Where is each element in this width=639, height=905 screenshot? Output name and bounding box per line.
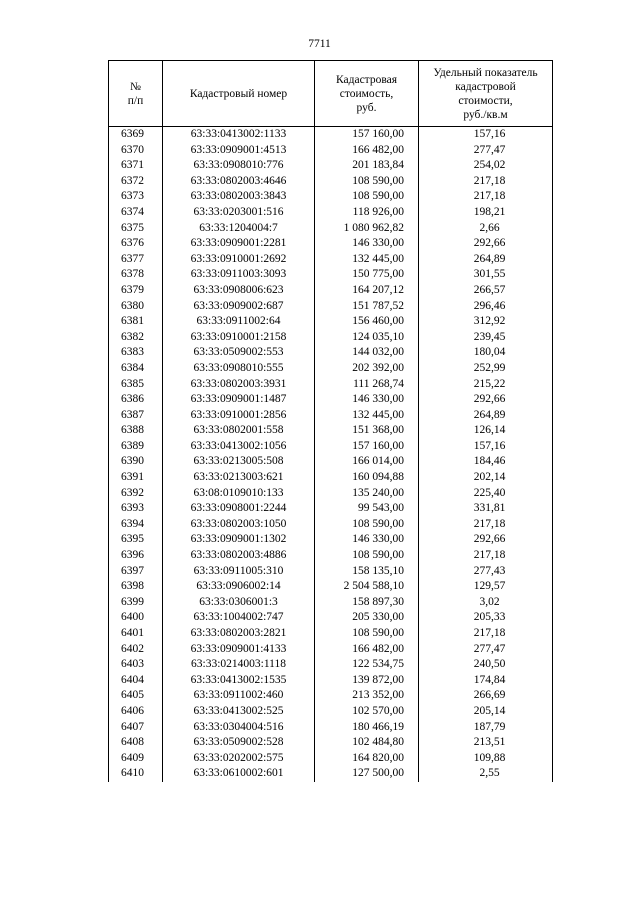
table-row: [109, 377, 553, 393]
row-number-cell: 6397: [109, 564, 163, 580]
cadastral-number-cell: 63:33:1004002:747: [163, 610, 315, 626]
cadastral-cost-cell: 1 080 962,82: [315, 221, 419, 237]
header-line: №: [130, 80, 141, 93]
table-row: [109, 454, 553, 470]
specific-cost-cell: 217,18: [419, 174, 553, 190]
cadastral-cost-cell: 144 032,00: [315, 345, 419, 361]
cadastral-cost-cell: 124 035,10: [315, 330, 419, 346]
cadastral-number-cell: 63:33:0202002:575: [163, 751, 315, 767]
cadastral-number-cell: 63:33:0909001:1487: [163, 392, 315, 408]
specific-cost-cell: 239,45: [419, 330, 553, 346]
table-row: [109, 751, 553, 767]
cadastral-number-cell: 63:33:0802003:1050: [163, 517, 315, 533]
specific-cost-cell: 225,40: [419, 486, 553, 502]
cadastral-cost-cell: 156 460,00: [315, 314, 419, 330]
table-row: [109, 143, 553, 159]
row-number-cell: 6400: [109, 610, 163, 626]
specific-cost-cell: 217,18: [419, 626, 553, 642]
cadastral-number-cell: 63:33:0306001:3: [163, 595, 315, 611]
specific-cost-cell: 3,02: [419, 595, 553, 611]
header-line: стоимости,: [458, 94, 513, 107]
specific-cost-cell: 205,33: [419, 610, 553, 626]
row-number-cell: 6393: [109, 501, 163, 517]
cadastral-number-cell: 63:33:0910001:2692: [163, 252, 315, 268]
specific-cost-cell: 264,89: [419, 408, 553, 424]
table-row: [109, 205, 553, 221]
header-line: п/п: [127, 94, 144, 107]
row-number-cell: 6395: [109, 532, 163, 548]
table-row: [109, 595, 553, 611]
table-row: [109, 267, 553, 283]
table-row: [109, 408, 553, 424]
specific-cost-cell: 217,18: [419, 548, 553, 564]
specific-cost-cell: 331,81: [419, 501, 553, 517]
cadastral-number-cell: 63:33:0802003:3843: [163, 189, 315, 205]
specific-cost-cell: 217,18: [419, 517, 553, 533]
cadastral-cost-cell: 180 466,19: [315, 720, 419, 736]
table-row: [109, 735, 553, 751]
cadastral-cost-cell: 151 787,52: [315, 299, 419, 315]
header-cadastral-cost: [315, 61, 419, 127]
cadastral-cost-cell: 108 590,00: [315, 626, 419, 642]
specific-cost-cell: 292,66: [419, 392, 553, 408]
row-number-cell: 6370: [109, 143, 163, 159]
specific-cost-cell: 205,14: [419, 704, 553, 720]
cadastral-number-cell: 63:33:0413002:1535: [163, 673, 315, 689]
row-number-cell: 6391: [109, 470, 163, 486]
specific-cost-cell: 180,04: [419, 345, 553, 361]
cadastral-number-cell: 63:33:0802003:4646: [163, 174, 315, 190]
cadastral-number-cell: 63:08:0109010:133: [163, 486, 315, 502]
table-row: [109, 486, 553, 502]
cadastral-cost-cell: 108 590,00: [315, 517, 419, 533]
specific-cost-cell: 157,16: [419, 127, 553, 143]
cadastral-number-cell: 63:33:0802003:2821: [163, 626, 315, 642]
row-number-cell: 6383: [109, 345, 163, 361]
cadastral-number-cell: 63:33:0908006:623: [163, 283, 315, 299]
cadastral-cost-cell: 2 504 588,10: [315, 579, 419, 595]
row-number-cell: 6405: [109, 688, 163, 704]
specific-cost-cell: 277,43: [419, 564, 553, 580]
specific-cost-cell: 184,46: [419, 454, 553, 470]
cadastral-cost-cell: 160 094,88: [315, 470, 419, 486]
specific-cost-cell: 187,79: [419, 720, 553, 736]
row-number-cell: 6399: [109, 595, 163, 611]
row-number-cell: 6392: [109, 486, 163, 502]
cadastral-cost-cell: 122 534,75: [315, 657, 419, 673]
table-row: [109, 766, 553, 782]
specific-cost-cell: 254,02: [419, 158, 553, 174]
cadastral-cost-cell: 164 207,12: [315, 283, 419, 299]
cadastral-number-cell: 63:33:0911005:310: [163, 564, 315, 580]
cadastral-number-cell: 63:33:0509002:528: [163, 735, 315, 751]
row-number-cell: 6409: [109, 751, 163, 767]
header-line: Удельный показатель: [433, 66, 538, 79]
table-row: [109, 158, 553, 174]
table-row: [109, 345, 553, 361]
table-row: [109, 579, 553, 595]
specific-cost-cell: 264,89: [419, 252, 553, 268]
header-line: Кадастровый номер: [189, 87, 288, 100]
cadastral-number-cell: 63:33:0909001:4513: [163, 143, 315, 159]
specific-cost-cell: 2,55: [419, 766, 553, 782]
specific-cost-cell: 174,84: [419, 673, 553, 689]
cadastral-cost-cell: 108 590,00: [315, 548, 419, 564]
row-number-cell: 6373: [109, 189, 163, 205]
cadastral-cost-cell: 166 014,00: [315, 454, 419, 470]
cadastral-cost-cell: 164 820,00: [315, 751, 419, 767]
specific-cost-cell: 202,14: [419, 470, 553, 486]
cadastral-number-cell: 63:33:0911003:3093: [163, 267, 315, 283]
table-row: [109, 361, 553, 377]
row-number-cell: 6407: [109, 720, 163, 736]
cadastral-number-cell: 63:33:0908010:555: [163, 361, 315, 377]
cadastral-number-cell: 63:33:1204004:7: [163, 221, 315, 237]
cadastral-cost-cell: 102 484,80: [315, 735, 419, 751]
table-row: [109, 330, 553, 346]
table-row: [109, 221, 553, 237]
specific-cost-cell: 240,50: [419, 657, 553, 673]
cadastral-cost-cell: 102 570,00: [315, 704, 419, 720]
specific-cost-cell: 126,14: [419, 423, 553, 439]
specific-cost-cell: 266,57: [419, 283, 553, 299]
row-number-cell: 6389: [109, 439, 163, 455]
row-number-cell: 6375: [109, 221, 163, 237]
cadastral-cost-cell: 151 368,00: [315, 423, 419, 439]
cadastral-cost-cell: 146 330,00: [315, 392, 419, 408]
specific-cost-cell: 213,51: [419, 735, 553, 751]
cadastral-cost-cell: 150 775,00: [315, 267, 419, 283]
row-number-cell: 6401: [109, 626, 163, 642]
cadastral-cost-cell: 118 926,00: [315, 205, 419, 221]
cadastral-cost-cell: 132 445,00: [315, 408, 419, 424]
row-number-cell: 6376: [109, 236, 163, 252]
cadastral-number-cell: 63:33:0908001:2244: [163, 501, 315, 517]
table-row: [109, 657, 553, 673]
cadastral-number-cell: 63:33:0203001:516: [163, 205, 315, 221]
specific-cost-cell: 312,92: [419, 314, 553, 330]
table-body: [109, 127, 553, 782]
cadastral-number-cell: 63:33:0610002:601: [163, 766, 315, 782]
cadastral-number-cell: 63:33:0908010:776: [163, 158, 315, 174]
row-number-cell: 6386: [109, 392, 163, 408]
cadastral-number-cell: 63:33:0909002:687: [163, 299, 315, 315]
table-row: [109, 423, 553, 439]
cadastral-cost-cell: 99 543,00: [315, 501, 419, 517]
cadastral-cost-cell: 157 160,00: [315, 439, 419, 455]
cadastral-cost-cell: 157 160,00: [315, 127, 419, 143]
cadastral-number-cell: 63:33:0909001:1302: [163, 532, 315, 548]
header-specific-cost: [419, 61, 553, 127]
cadastral-number-cell: 63:33:0909001:2281: [163, 236, 315, 252]
table-row: [109, 626, 553, 642]
cadastral-number-cell: 63:33:0911002:64: [163, 314, 315, 330]
row-number-cell: 6403: [109, 657, 163, 673]
cadastral-cost-cell: 158 135,10: [315, 564, 419, 580]
table-row: [109, 610, 553, 626]
row-number-cell: 6378: [109, 267, 163, 283]
specific-cost-cell: 292,66: [419, 236, 553, 252]
header-row-number: [109, 61, 163, 127]
row-number-cell: 6379: [109, 283, 163, 299]
table-row: [109, 642, 553, 658]
row-number-cell: 6380: [109, 299, 163, 315]
row-number-cell: 6390: [109, 454, 163, 470]
cadastral-number-cell: 63:33:0802003:4886: [163, 548, 315, 564]
cadastral-cost-cell: 127 500,00: [315, 766, 419, 782]
cadastral-cost-cell: 201 183,84: [315, 158, 419, 174]
specific-cost-cell: 277,47: [419, 143, 553, 159]
cadastral-number-cell: 63:33:0906002:14: [163, 579, 315, 595]
header-line: кадастровой: [455, 80, 516, 93]
cadastral-number-cell: 63:33:0802001:558: [163, 423, 315, 439]
page-number: 7711: [308, 38, 331, 50]
specific-cost-cell: 301,55: [419, 267, 553, 283]
header-line: Кадастровая: [335, 73, 398, 86]
cadastral-cost-cell: 111 268,74: [315, 377, 419, 393]
cadastral-number-cell: 63:33:0213005:508: [163, 454, 315, 470]
cadastral-number-cell: 63:33:0910001:2158: [163, 330, 315, 346]
row-number-cell: 6382: [109, 330, 163, 346]
table-row: [109, 517, 553, 533]
cadastral-cost-cell: 158 897,30: [315, 595, 419, 611]
cadastral-cost-cell: 205 330,00: [315, 610, 419, 626]
row-number-cell: 6374: [109, 205, 163, 221]
table-header-row: [109, 61, 553, 127]
cadastral-number-cell: 63:33:0413002:525: [163, 704, 315, 720]
specific-cost-cell: 198,21: [419, 205, 553, 221]
row-number-cell: 6388: [109, 423, 163, 439]
cadastral-number-cell: 63:33:0304004:516: [163, 720, 315, 736]
table-row: [109, 236, 553, 252]
cadastral-cost-cell: 108 590,00: [315, 174, 419, 190]
row-number-cell: 6404: [109, 673, 163, 689]
cadastral-cost-cell: 166 482,00: [315, 143, 419, 159]
cadastral-cost-cell: 146 330,00: [315, 532, 419, 548]
table-row: [109, 720, 553, 736]
specific-cost-cell: 157,16: [419, 439, 553, 455]
cadastral-number-cell: 63:33:0910001:2856: [163, 408, 315, 424]
table-row: [109, 532, 553, 548]
specific-cost-cell: 296,46: [419, 299, 553, 315]
table-row: [109, 470, 553, 486]
row-number-cell: 6381: [109, 314, 163, 330]
cadastral-cost-cell: 146 330,00: [315, 236, 419, 252]
header-cadastral-number: [163, 61, 315, 127]
table-row: [109, 439, 553, 455]
row-number-cell: 6398: [109, 579, 163, 595]
cadastral-cost-cell: 132 445,00: [315, 252, 419, 268]
row-number-cell: 6387: [109, 408, 163, 424]
row-number-cell: 6394: [109, 517, 163, 533]
row-number-cell: 6384: [109, 361, 163, 377]
row-number-cell: 6371: [109, 158, 163, 174]
row-number-cell: 6410: [109, 766, 163, 782]
table-row: [109, 392, 553, 408]
header-line: руб./кв.м: [463, 108, 508, 121]
table-row: [109, 283, 553, 299]
row-number-cell: 6372: [109, 174, 163, 190]
cadastral-cost-cell: 108 590,00: [315, 189, 419, 205]
table-row: [109, 688, 553, 704]
header-line: руб.: [356, 101, 377, 114]
cadastral-table: [108, 60, 553, 782]
table-row: [109, 314, 553, 330]
specific-cost-cell: 252,99: [419, 361, 553, 377]
specific-cost-cell: 109,88: [419, 751, 553, 767]
header-line: стоимость,: [339, 87, 394, 100]
table-row: [109, 501, 553, 517]
row-number-cell: 6406: [109, 704, 163, 720]
cadastral-number-cell: 63:33:0214003:1118: [163, 657, 315, 673]
specific-cost-cell: 292,66: [419, 532, 553, 548]
cadastral-number-cell: 63:33:0909001:4133: [163, 642, 315, 658]
cadastral-number-cell: 63:33:0802003:3931: [163, 377, 315, 393]
table-row: [109, 252, 553, 268]
specific-cost-cell: 277,47: [419, 642, 553, 658]
specific-cost-cell: 266,69: [419, 688, 553, 704]
table-row: [109, 673, 553, 689]
table-row: [109, 548, 553, 564]
specific-cost-cell: 129,57: [419, 579, 553, 595]
cadastral-cost-cell: 139 872,00: [315, 673, 419, 689]
specific-cost-cell: 217,18: [419, 189, 553, 205]
row-number-cell: 6385: [109, 377, 163, 393]
cadastral-number-cell: 63:33:0509002:553: [163, 345, 315, 361]
table-row: [109, 189, 553, 205]
table-row: [109, 564, 553, 580]
cadastral-cost-cell: 202 392,00: [315, 361, 419, 377]
specific-cost-cell: 2,66: [419, 221, 553, 237]
cadastral-number-cell: 63:33:0413002:1133: [163, 127, 315, 143]
table-row: [109, 704, 553, 720]
cadastral-number-cell: 63:33:0911002:460: [163, 688, 315, 704]
cadastral-cost-cell: 135 240,00: [315, 486, 419, 502]
row-number-cell: 6396: [109, 548, 163, 564]
cadastral-cost-cell: 166 482,00: [315, 642, 419, 658]
row-number-cell: 6402: [109, 642, 163, 658]
cadastral-number-cell: 63:33:0213003:621: [163, 470, 315, 486]
table-row: [109, 174, 553, 190]
cadastral-number-cell: 63:33:0413002:1056: [163, 439, 315, 455]
row-number-cell: 6377: [109, 252, 163, 268]
cadastral-cost-cell: 213 352,00: [315, 688, 419, 704]
row-number-cell: 6369: [109, 127, 163, 143]
specific-cost-cell: 215,22: [419, 377, 553, 393]
table-row: [109, 127, 553, 143]
row-number-cell: 6408: [109, 735, 163, 751]
table-row: [109, 299, 553, 315]
